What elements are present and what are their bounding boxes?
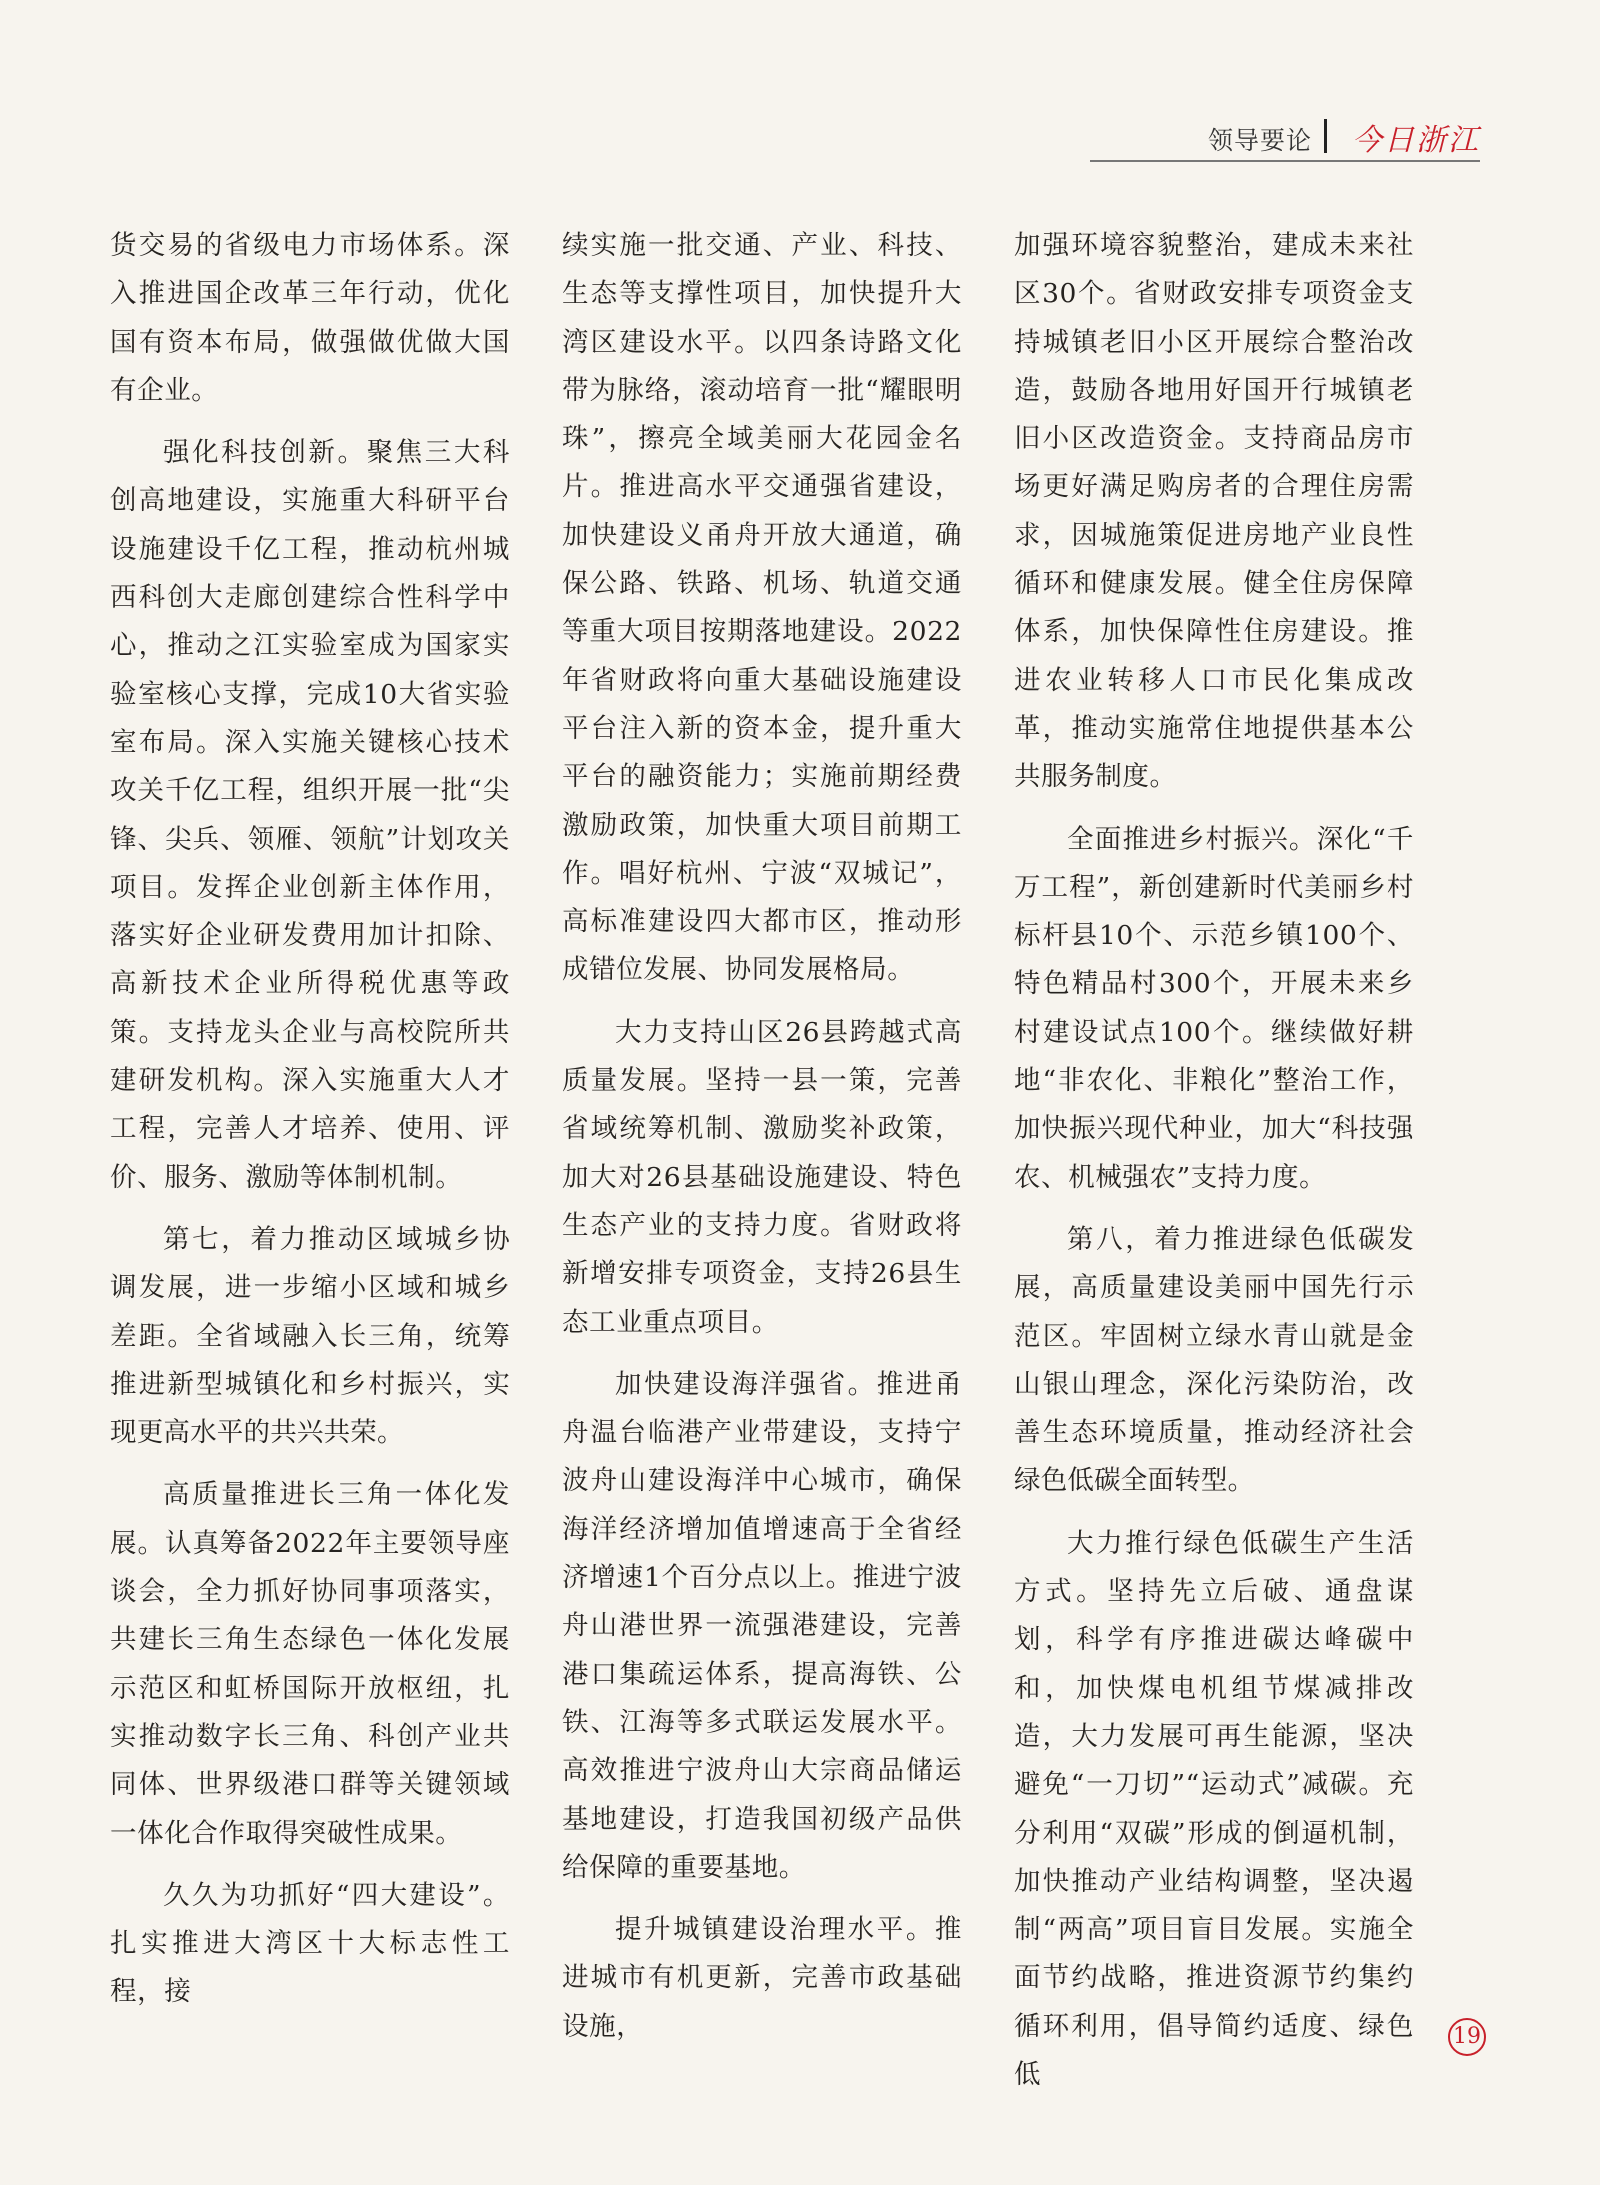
header-divider <box>1324 119 1327 153</box>
text-column-3 <box>1014 222 1414 2113</box>
page-number: 19 <box>1448 2018 1486 2056</box>
section-heading-paragraph: 第七，着力推动区域城乡协调发展，进一步缩小区域和城乡差距。全省域融入长三角，统筹推进新型城镇化和乡村振兴，实现更高水平的共兴共荣。 <box>110 1223 510 1449</box>
paragraph: 大力支持山区26县跨越式高质量发展。坚持一县一策，完善省域统筹机制、激励奖补政策，加大对26县基础设施建设、特色生态产业的支持力度。省财政将新增安排专项资金，支持26县生态工业重点项目。 <box>562 1016 962 1338</box>
paragraph: 货交易的省级电力市场体系。深入推进国企改革三年行动，优化国有资本布局，做强做优做大国有企业。 <box>110 230 510 406</box>
paragraph: 加强环境容貌整治，建成未来社区30个。省财政安排专项资金支持城镇老旧小区开展综合整治改造，鼓励各地用好国开行城镇老旧小区改造资金。支持商品房市场更好满足购房者的合理住房需求，因城施策促进房地产业良性循环和健康发展。健全住房保障体系，加快保障性住房建设。推进农业转移人口市民化集成改革，推动实施常住地提供基本公共服务制度。 <box>1014 230 1414 793</box>
paragraph: 大力推行绿色低碳生产生活方式。坚持先立后破、通盘谋划，科学有序推进碳达峰碳中和，加快煤电机组节煤减排改造，大力发展可再生能源，坚决避免“一刀切”“运动式”减碳。充分利用“双碳”形成的倒逼机制，加快推动产业结构调整，坚决遏制“两高”项目盲目发展。实施全面节约战略，推进资源节约集约循环利用，倡导简约适度、绿色低 <box>1014 1527 1414 2090</box>
paragraph: 加快建设海洋强省。推进甬舟温台临港产业带建设，支持宁波舟山建设海洋中心城市，确保海洋经济增加值增速高于全省经济增速1个百分点以上。推进宁波舟山港世界一流强港建设，完善港口集疏运体系，提高海铁、公铁、江海等多式联运发展水平。高效推进宁波舟山大宗商品储运基地建设，打造我国初级产品供给保障的重要基地。 <box>562 1368 962 1883</box>
paragraph: 续实施一批交通、产业、科技、生态等支撑性项目，加快提升大湾区建设水平。以四条诗路文化带为脉络，滚动培育一批“耀眼明珠”，擦亮全域美丽大花园金名片。推进高水平交通强省建设，加快建设义甬舟开放大通道，确保公路、铁路、机场、轨道交通等重大项目按期落地建设。2022年省财政将向重大基础设施建设平台注入新的资本金，提升重大平台的融资能力；实施前期经费激励政策，加快重大项目前期工作。唱好杭州、宁波“双城记”，高标准建设四大都市区，推动形成错位发展、协同发展格局。 <box>562 230 962 986</box>
text-column-1 <box>110 222 510 2031</box>
running-header <box>1090 115 1480 162</box>
paragraph: 提升城镇建设治理水平。推进城市有机更新，完善市政基础设施， <box>562 1914 962 2042</box>
magazine-logo: 今日浙江 <box>1352 123 1480 158</box>
paragraph: 久久为功抓好“四大建设”。扎实推进大湾区十大标志性工程，接 <box>110 1879 510 2008</box>
section-title: 领导要论 <box>1207 126 1312 155</box>
text-column-2 <box>562 222 962 2065</box>
paragraph: 强化科技创新。聚焦三大科创高地建设，实施重大科研平台设施建设千亿工程，推动杭州城西科创大走廊创建综合性科学中心，推动之江实验室成为国家实验室核心支撑，完成10大省实验室布局。深入实施关键核心技术攻关千亿工程，组织开展一批“尖锋、尖兵、领雁、领航”计划攻关项目。发挥企业创新主体作用，落实好企业研发费用加计扣除、高新技术企业所得税优惠等政策。支持龙头企业与高校院所共建研发机构。深入实施重大人才工程，完善人才培养、使用、评价、服务、激励等体制机制。 <box>110 437 510 1193</box>
section-heading-paragraph: 第八，着力推进绿色低碳发展，高质量建设美丽中国先行示范区。牢固树立绿水青山就是金山银山理念，深化污染防治，改善生态环境质量，推动经济社会绿色低碳全面转型。 <box>1014 1223 1414 1497</box>
paragraph: 全面推进乡村振兴。深化“千万工程”，新创建新时代美丽乡村标杆县10个、示范乡镇100个、特色精品村300个，开展未来乡村建设试点100个。继续做好耕地“非农化、非粮化”整治工作，加快振兴现代种业，加大“科技强农、机械强农”支持力度。 <box>1014 823 1414 1193</box>
paragraph: 高质量推进长三角一体化发展。认真筹备2022年主要领导座谈会，全力抓好协同事项落实，共建长三角生态绿色一体化发展示范区和虹桥国际开放枢纽，扎实推动数字长三角、科创产业共同体、世界级港口群等关键领域一体化合作取得突破性成果。 <box>110 1479 510 1849</box>
